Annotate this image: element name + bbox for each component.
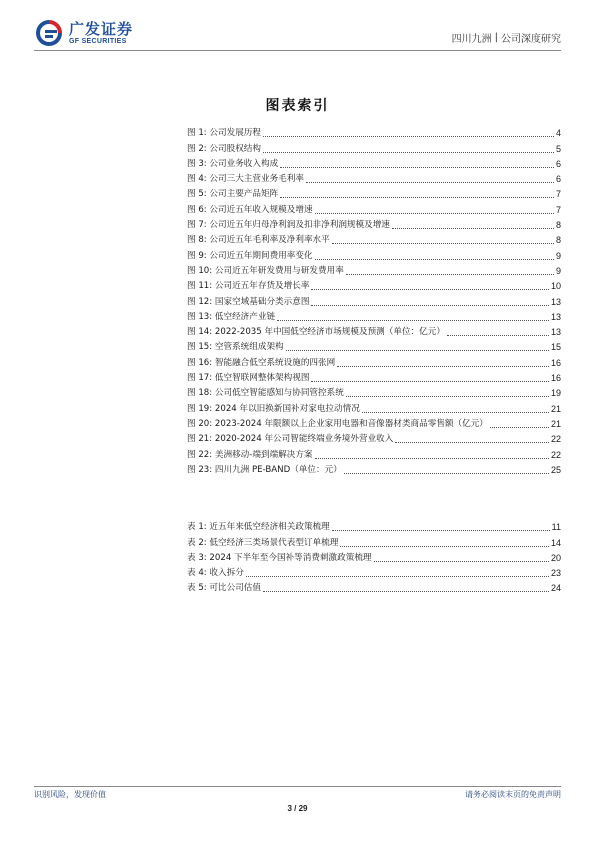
dot-leader	[277, 320, 549, 321]
figure-entry[interactable]	[187, 292, 561, 307]
figure-entry[interactable]	[187, 124, 561, 139]
report-info	[452, 30, 561, 45]
figure-entry[interactable]	[187, 308, 561, 323]
table-entry-label: 表 5: 可比公司估值	[187, 583, 261, 594]
table-entry-page: 20	[550, 552, 561, 563]
page-number: 3 / 29	[287, 804, 308, 813]
dot-leader	[315, 213, 554, 214]
table-entry[interactable]	[187, 564, 561, 579]
dot-leader	[286, 350, 549, 351]
table-entry-label: 表 1: 近五年来低空经济相关政策梳理	[187, 522, 330, 533]
table-entry[interactable]	[187, 533, 561, 548]
figure-entry-page: 6	[555, 158, 561, 169]
figure-entry-label: 图 6: 公司近五年收入规模及增速	[187, 204, 313, 215]
figure-entry-label: 图 8: 公司近五年毛利率及净利率水平	[187, 235, 330, 246]
figure-entry-label: 图 7: 公司近五年归母净利润及扣非净利润规模及增速	[187, 220, 390, 231]
footer-slogan: 识别风险，发现价值	[34, 790, 106, 799]
dot-leader	[346, 396, 549, 397]
figure-entry-page: 19	[550, 388, 561, 399]
figure-entry-label: 图 17: 低空智联网整体架构视图	[187, 373, 310, 384]
figure-entry[interactable]	[187, 185, 561, 200]
figure-entry[interactable]	[187, 399, 561, 414]
figure-entry-page: 5	[555, 143, 561, 154]
figure-entry[interactable]	[187, 323, 561, 338]
figure-entry-page: 22	[550, 449, 561, 460]
page-title: 图表索引	[265, 98, 330, 114]
dot-leader	[263, 136, 554, 137]
figure-entry[interactable]	[187, 246, 561, 261]
figure-entry-label: 图 1: 公司发展历程	[187, 128, 261, 139]
figure-entry-label: 图 15: 空管系统组成架构	[187, 342, 284, 353]
figure-entry-label: 图 13: 低空经济产业链	[187, 311, 276, 322]
dot-leader	[332, 530, 550, 531]
figure-entry[interactable]	[187, 369, 561, 384]
dot-leader	[311, 289, 549, 290]
figure-entry[interactable]	[187, 200, 561, 215]
figure-entry-page: 25	[550, 464, 561, 475]
figure-entry[interactable]	[187, 155, 561, 170]
figure-entry[interactable]	[187, 277, 561, 292]
table-entry-label: 表 2: 低空经济三类场景代表型订单梳理	[187, 537, 339, 548]
dot-leader	[315, 259, 554, 260]
table-entry-page: 23	[550, 568, 561, 579]
figure-entry-page: 22	[550, 434, 561, 445]
figure-entry[interactable]	[187, 170, 561, 185]
figure-entry-page: 15	[550, 342, 561, 353]
page-header	[34, 16, 561, 50]
figure-entry-label: 图 5: 公司主要产品矩阵	[187, 189, 279, 200]
dot-leader	[374, 561, 549, 562]
figure-entry[interactable]	[187, 415, 561, 430]
logo-chinese-text: 广发证券	[69, 19, 134, 38]
dot-leader	[246, 576, 549, 577]
header-separator: |	[494, 32, 498, 43]
figure-entry-label: 图 2: 公司股权结构	[187, 143, 261, 154]
dot-leader	[362, 412, 549, 413]
figure-entry-page: 21	[550, 403, 561, 414]
figure-entry-page: 21	[550, 418, 561, 429]
dot-leader	[280, 167, 554, 168]
table-entry-page: 14	[550, 537, 561, 548]
figure-entry-label: 图 11: 公司近五年存货及增长率	[187, 281, 310, 292]
figure-entry-label: 图 19: 2024 年以旧换新国补对家电拉动情况	[187, 403, 360, 414]
table-entry[interactable]	[187, 518, 561, 533]
company-name: 四川九洲	[451, 34, 492, 45]
figure-entry-page: 9	[555, 250, 561, 261]
dot-leader	[447, 335, 549, 336]
dot-leader	[490, 427, 549, 428]
logo-english-text: GF SECURITIES	[69, 37, 127, 45]
figure-entry-page: 13	[550, 296, 561, 307]
dot-leader	[344, 473, 549, 474]
dot-leader	[337, 366, 549, 367]
figure-entry[interactable]	[187, 445, 561, 460]
figure-entry-label: 图 14: 2022-2035 年中国低空经济市场规模及预测（单位：亿元）	[187, 327, 445, 338]
table-entry[interactable]	[187, 579, 561, 594]
figure-entry-label: 图 18: 公司低空智能感知与协同管控系统	[187, 388, 344, 399]
table-entry[interactable]	[187, 549, 561, 564]
figure-entry-label: 图 22: 美洲移动-端到端解决方案	[187, 449, 313, 460]
dot-leader	[346, 274, 554, 275]
figure-entry[interactable]	[187, 139, 561, 154]
footer-divider	[34, 786, 561, 787]
figure-entry-page: 7	[555, 204, 561, 215]
dot-leader	[263, 591, 549, 592]
gf-logo-icon	[34, 18, 64, 48]
figure-entry-label: 图 21: 2020-2024 年公司智能终端业务境外营业收入	[187, 434, 394, 445]
figure-entry-page: 8	[555, 235, 561, 246]
figure-entry[interactable]	[187, 461, 561, 476]
table-entry-label: 表 3: 2024 下半年至今国补等消费刺激政策梳理	[187, 552, 372, 563]
figure-entry-page: 13	[550, 311, 561, 322]
figure-entry[interactable]	[187, 353, 561, 368]
dot-leader	[311, 381, 549, 382]
dot-leader	[395, 442, 549, 443]
figure-entry[interactable]	[187, 430, 561, 445]
figure-entry[interactable]	[187, 231, 561, 246]
figure-entry-label: 图 3: 公司业务收入构成	[187, 158, 279, 169]
figure-entry[interactable]	[187, 262, 561, 277]
figure-entry-label: 图 23: 四川九洲 PE-BAND（单位：元）	[187, 464, 342, 475]
report-type: 公司深度研究	[501, 34, 561, 45]
dot-leader	[311, 305, 549, 306]
gf-securities-logo	[34, 18, 133, 48]
figure-entry-label: 图 12: 国家空域基础分类示意图	[187, 296, 310, 307]
figure-entry-page: 6	[555, 174, 561, 185]
footer-disclaimer-link[interactable]: 请务必阅读末页的免责声明	[465, 790, 561, 799]
figure-entry-page: 7	[555, 189, 561, 200]
figure-entry-label: 图 16: 智能融合低空系统设施的四张网	[187, 357, 336, 368]
figure-entry-label: 图 4: 公司三大主营业务毛利率	[187, 174, 304, 185]
figure-entry-page: 8	[555, 220, 561, 231]
figure-entry-page: 16	[550, 373, 561, 384]
figure-entry-page: 4	[555, 128, 561, 139]
header-divider	[34, 50, 561, 51]
figure-entry-page: 16	[550, 357, 561, 368]
table-entry-page: 24	[550, 583, 561, 594]
figure-entry[interactable]	[187, 384, 561, 399]
dot-leader	[263, 152, 554, 153]
table-entry-label: 表 4: 收入拆分	[187, 568, 244, 579]
figure-entry-page: 13	[550, 327, 561, 338]
dot-leader	[340, 546, 549, 547]
figure-entry[interactable]	[187, 216, 561, 231]
figure-entry-label: 图 9: 公司近五年期间费用率变化	[187, 250, 313, 261]
dot-leader	[392, 228, 554, 229]
figure-entry[interactable]	[187, 338, 561, 353]
figure-entry-label: 图 10: 公司近五年研发费用与研发费用率	[187, 265, 344, 276]
dot-leader	[306, 182, 554, 183]
table-index	[187, 518, 561, 594]
dot-leader	[315, 458, 549, 459]
figure-index	[187, 124, 561, 476]
dot-leader	[280, 197, 554, 198]
figure-entry-page: 9	[555, 265, 561, 276]
dot-leader	[332, 243, 554, 244]
figure-entry-label: 图 20: 2023-2024 年限额以上企业家用电器和音像器材类商品零售额（亿元）	[187, 418, 488, 429]
table-entry-page: 11	[551, 522, 561, 533]
figure-entry-page: 10	[550, 281, 561, 292]
